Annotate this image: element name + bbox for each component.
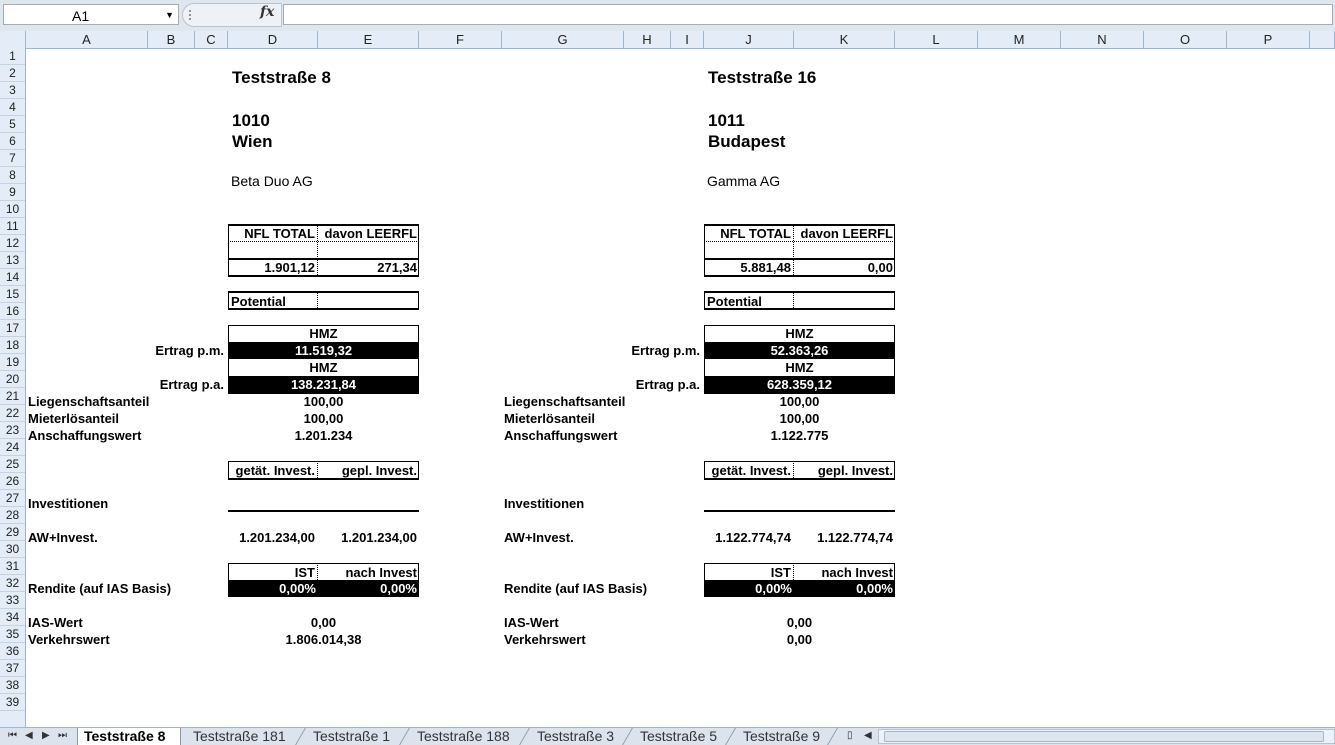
row-header[interactable]: 34 xyxy=(0,609,25,626)
ertrag-pa-value: 138.231,84 xyxy=(228,376,419,393)
column-header[interactable]: C xyxy=(195,31,228,48)
row-header[interactable]: 21 xyxy=(0,388,25,405)
row-header[interactable]: 11 xyxy=(0,218,25,235)
getaet-invest-header: getät. Invest. xyxy=(711,463,791,478)
ertrag-pa-label: Ertrag p.a. xyxy=(159,377,224,392)
column-header[interactable]: N xyxy=(1061,31,1144,48)
aw-invest-value-1: 1.122.774,74 xyxy=(715,530,791,545)
column-header[interactable]: P xyxy=(1227,31,1310,48)
row-header[interactable]: 28 xyxy=(0,507,25,524)
row-header[interactable]: 1 xyxy=(0,48,25,65)
aw-invest-value-2: 1.201.234,00 xyxy=(341,530,417,545)
ist-header: IST xyxy=(770,565,791,580)
column-header[interactable]: D xyxy=(228,31,318,48)
getaet-invest-header: getät. Invest. xyxy=(235,463,315,478)
ias-wert-value: 0,00 xyxy=(310,615,337,630)
column-header[interactable]: G xyxy=(502,31,624,48)
tab-separator xyxy=(399,728,410,745)
potential-divider xyxy=(317,291,318,310)
rendite-label: Rendite (auf IAS Basis) xyxy=(504,581,648,596)
investitionen-label: Investitionen xyxy=(28,496,109,511)
formula-input[interactable] xyxy=(283,4,1333,25)
row-header[interactable]: 7 xyxy=(0,150,25,167)
liegenschaftsanteil-value: 100,00 xyxy=(303,394,344,409)
investitionen-underline xyxy=(704,510,895,512)
row-header[interactable]: 39 xyxy=(0,694,25,711)
company-label: Gamma AG xyxy=(707,173,781,189)
ias-wert-label: IAS-Wert xyxy=(28,615,83,630)
column-header[interactable]: B xyxy=(148,31,195,48)
select-all-corner[interactable] xyxy=(0,31,26,48)
next-sheet-icon[interactable]: ▶ xyxy=(42,730,50,741)
row-header[interactable]: 9 xyxy=(0,184,25,201)
gepl-invest-header: gepl. Invest. xyxy=(341,463,417,478)
sheet-tab[interactable]: Teststraße 3 xyxy=(537,728,615,744)
aw-invest-value-1: 1.201.234,00 xyxy=(239,530,315,545)
davon-leerfl-value: 0,00 xyxy=(867,260,893,275)
row-header[interactable]: 36 xyxy=(0,643,25,660)
verkehrswert-label: Verkehrswert xyxy=(28,632,110,647)
column-header[interactable]: M xyxy=(978,31,1061,48)
aw-invest-label: AW+Invest. xyxy=(28,530,98,545)
scroll-left-icon[interactable]: ◀ xyxy=(864,730,872,741)
column-header[interactable]: F xyxy=(419,31,502,48)
verkehrswert-value: 1.806.014,38 xyxy=(285,632,362,647)
anschaffungswert-label: Anschaffungswert xyxy=(504,428,618,443)
street-label: Teststraße 8 xyxy=(232,68,331,87)
scrollbar-thumb[interactable] xyxy=(884,731,1324,742)
row-header[interactable]: 26 xyxy=(0,473,25,490)
nfl-total-value: 1.901,12 xyxy=(264,260,315,275)
tab-separator xyxy=(725,728,736,745)
column-header[interactable]: I xyxy=(671,31,704,48)
grip-icon xyxy=(189,10,197,20)
row-header[interactable]: 35 xyxy=(0,626,25,643)
row-header[interactable]: 20 xyxy=(0,371,25,388)
city-label: Budapest xyxy=(708,132,786,151)
row-header[interactable]: 23 xyxy=(0,422,25,439)
row-headers xyxy=(0,48,26,728)
row-header[interactable]: 12 xyxy=(0,235,25,252)
row-header[interactable]: 24 xyxy=(0,439,25,456)
row-header[interactable]: 33 xyxy=(0,592,25,609)
insert-function-icon[interactable]: fx xyxy=(260,4,275,20)
hmz-label: HMZ xyxy=(785,360,814,375)
row-header[interactable]: 5 xyxy=(0,116,25,133)
rendite-nach-value: 0,00% xyxy=(794,580,895,597)
sheet-tab-active[interactable]: Teststraße 8 xyxy=(77,728,181,745)
zip-label: 1010 xyxy=(232,111,270,130)
mieterloesanteil-value: 100,00 xyxy=(303,411,344,426)
property-block-right xyxy=(502,48,978,728)
sheet-tab[interactable]: Teststraße 188 xyxy=(417,728,510,744)
mieterloesanteil-label: Mieterlösanteil xyxy=(28,411,120,426)
row-header[interactable]: 8 xyxy=(0,167,25,184)
nfl-total-header: NFL TOTAL xyxy=(720,226,791,241)
hmz-label: HMZ xyxy=(309,360,338,375)
sheet-tab[interactable]: Teststraße 1 xyxy=(313,728,391,744)
worksheet-grid[interactable] xyxy=(26,48,1335,728)
verkehrswert-label: Verkehrswert xyxy=(504,632,586,647)
row-header[interactable]: 6 xyxy=(0,133,25,150)
row-header[interactable]: 37 xyxy=(0,660,25,677)
company-label: Beta Duo AG xyxy=(231,173,313,189)
aw-invest-label: AW+Invest. xyxy=(504,530,574,545)
rendite-ist-value: 0,00% xyxy=(704,580,794,597)
column-header[interactable]: H xyxy=(624,31,671,48)
nach-invest-header: nach Invest xyxy=(345,565,417,580)
column-header[interactable]: K xyxy=(794,31,895,48)
city-label: Wien xyxy=(232,132,273,151)
tab-separator xyxy=(519,728,530,745)
investitionen-underline xyxy=(228,510,419,512)
row-header[interactable]: 19 xyxy=(0,354,25,371)
column-header[interactable]: L xyxy=(895,31,978,48)
row-header[interactable]: 17 xyxy=(0,320,25,337)
sheet-tab[interactable]: Teststraße 5 xyxy=(640,728,718,744)
rendite-ist-value: 0,00% xyxy=(228,580,318,597)
row-header[interactable]: 4 xyxy=(0,99,25,116)
column-header[interactable]: O xyxy=(1144,31,1227,48)
mieterloesanteil-value: 100,00 xyxy=(779,411,820,426)
investitionen-label: Investitionen xyxy=(504,496,585,511)
ist-header: IST xyxy=(294,565,315,580)
row-header[interactable]: 32 xyxy=(0,575,25,592)
sheet-tab[interactable]: Teststraße 9 xyxy=(743,728,821,744)
row-header[interactable]: 29 xyxy=(0,524,25,541)
chevron-down-icon[interactable]: ▼ xyxy=(165,10,174,20)
sheet-tab[interactable]: Teststraße 181 xyxy=(193,728,286,744)
ertrag-pm-value: 11.519,32 xyxy=(228,342,419,359)
ertrag-pm-label: Ertrag p.m. xyxy=(155,343,224,358)
nach-invest-header: nach Invest xyxy=(821,565,893,580)
ertrag-pm-label: Ertrag p.m. xyxy=(631,343,700,358)
hmz-label: HMZ xyxy=(309,326,338,341)
aw-invest-value-2: 1.122.774,74 xyxy=(817,530,893,545)
liegenschaftsanteil-value: 100,00 xyxy=(779,394,820,409)
anschaffungswert-value: 1.201.234 xyxy=(294,428,353,443)
verkehrswert-value: 0,00 xyxy=(786,632,813,647)
row-header[interactable]: 2 xyxy=(0,65,25,82)
hmz-label: HMZ xyxy=(785,326,814,341)
sheet-tab-bar xyxy=(0,727,1335,745)
davon-leerfl-header: davon LEERFL xyxy=(324,226,417,241)
potential-label: Potential xyxy=(707,294,762,309)
tab-separator xyxy=(295,728,306,745)
davon-leerfl-header: davon LEERFL xyxy=(800,226,893,241)
row-header[interactable]: 14 xyxy=(0,269,25,286)
nfl-total-value: 5.881,48 xyxy=(740,260,791,275)
first-sheet-icon[interactable]: ⏮ xyxy=(8,730,17,741)
column-headers xyxy=(0,31,1335,49)
anschaffungswert-label: Anschaffungswert xyxy=(28,428,142,443)
nfl-total-header: NFL TOTAL xyxy=(244,226,315,241)
column-header[interactable]: A xyxy=(26,31,148,48)
row-header[interactable]: 16 xyxy=(0,303,25,320)
row-header[interactable]: 3 xyxy=(0,82,25,99)
formula-bar xyxy=(0,0,1335,32)
row-header[interactable]: 30 xyxy=(0,541,25,558)
column-header[interactable]: J xyxy=(704,31,794,48)
property-block-left xyxy=(26,48,502,728)
column-header[interactable]: E xyxy=(318,31,419,48)
name-box[interactable] xyxy=(3,4,179,25)
rendite-label: Rendite (auf IAS Basis) xyxy=(28,581,172,596)
prev-sheet-icon[interactable]: ◀ xyxy=(25,730,33,741)
row-header[interactable]: 27 xyxy=(0,490,25,507)
row-header[interactable]: 18 xyxy=(0,337,25,354)
ertrag-pa-value: 628.359,12 xyxy=(704,376,895,393)
cell-reference: A1 xyxy=(72,8,90,24)
horizontal-scrollbar[interactable] xyxy=(878,729,1335,744)
ias-wert-value: 0,00 xyxy=(786,615,813,630)
row-header[interactable]: 15 xyxy=(0,286,25,303)
liegenschaftsanteil-label: Liegenschaftsanteil xyxy=(504,394,626,409)
tab-separator xyxy=(622,728,633,745)
ertrag-pa-label: Ertrag p.a. xyxy=(635,377,700,392)
last-sheet-icon[interactable]: ⏭ xyxy=(58,730,67,741)
street-label: Teststraße 16 xyxy=(708,68,817,87)
mieterloesanteil-label: Mieterlösanteil xyxy=(504,411,596,426)
ias-wert-label: IAS-Wert xyxy=(504,615,559,630)
row-header[interactable]: 22 xyxy=(0,405,25,422)
zip-label: 1011 xyxy=(708,111,745,130)
liegenschaftsanteil-label: Liegenschaftsanteil xyxy=(28,394,150,409)
tab-split-handle-icon[interactable]: ▯ xyxy=(847,730,853,741)
row-header[interactable]: 31 xyxy=(0,558,25,575)
tab-separator xyxy=(827,728,838,745)
row-header[interactable]: 10 xyxy=(0,201,25,218)
potential-divider xyxy=(793,291,794,310)
davon-leerfl-value: 271,34 xyxy=(377,260,417,275)
row-header[interactable]: 25 xyxy=(0,456,25,473)
ertrag-pm-value: 52.363,26 xyxy=(704,342,895,359)
row-header[interactable]: 13 xyxy=(0,252,25,269)
gepl-invest-header: gepl. Invest. xyxy=(817,463,893,478)
rendite-nach-value: 0,00% xyxy=(318,580,419,597)
column-header[interactable] xyxy=(1310,31,1335,48)
anschaffungswert-value: 1.122.775 xyxy=(770,428,829,443)
potential-label: Potential xyxy=(231,294,286,309)
row-header[interactable]: 38 xyxy=(0,677,25,694)
